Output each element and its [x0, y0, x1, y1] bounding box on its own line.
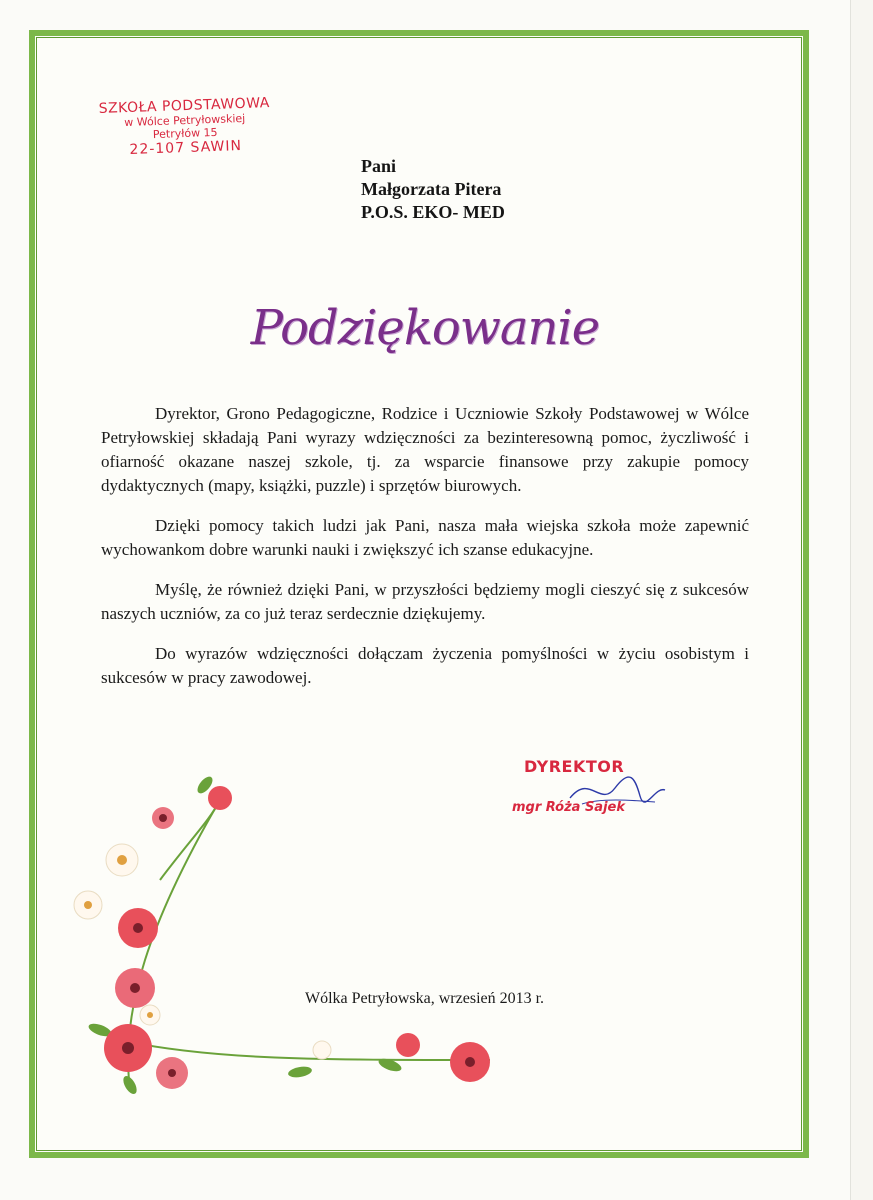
school-stamp	[89, 95, 281, 160]
signature-name: mgr Róża Sajek	[512, 800, 626, 815]
addressee-salutation: Pani	[361, 156, 397, 176]
body-paragraph: Myślę, że również dzięki Pani, w przyszłości będziemy mogli cieszyć się z sukcesów naszych uczniów, za co już teraz serdecznie dziękujemy.	[101, 580, 749, 623]
stamp-line-postcode: 22-107 SAWIN	[129, 138, 243, 158]
signature-title: DYREKTOR	[524, 757, 625, 776]
stamp-line-street: Petryłów 15	[152, 125, 218, 142]
stamp-line-school: SZKOŁA PODSTAWOWA	[98, 95, 271, 117]
body-paragraph: Dzięki pomocy takich ludzi jak Pani, nasza mała wiejska szkoła może zapewnić wychowankom dobre warunki nauki i zwiększyć ich szanse edukacyjne.	[101, 516, 749, 559]
addressee-company: P.O.S. EKO- MED	[361, 202, 505, 222]
flower-decoration	[60, 760, 520, 1120]
body-paragraph: Do wyrazów wdzięczności dołączam życzenia pomyślności w życiu osobistym i sukcesów w pracy zawodowej.	[101, 644, 749, 687]
addressee-name: Małgorzata Pitera	[361, 179, 502, 199]
body-paragraph: Dyrektor, Grono Pedagogiczne, Rodzice i Uczniowie Szkoły Podstawowej w Wólce Petryłowskiej składają Pani wyrazy wdzięczności za bezinteresowną pomoc, życzliwość i ofiarność okazane naszej szkole, tj. za wsparcie finansowe przy zakupie pomocy dydaktycznych (mapy, książki, puzzle) i sprzętów biurowych.	[101, 404, 749, 495]
place-and-date: Wólka Petryłowska, wrzesień 2013 r.	[305, 990, 545, 1007]
letter-title: Podziękowanie	[250, 300, 600, 356]
letter-body	[101, 402, 749, 706]
addressee-block	[361, 155, 505, 224]
stamp-line-location: w Wólce Petryłowskiej	[124, 111, 246, 130]
